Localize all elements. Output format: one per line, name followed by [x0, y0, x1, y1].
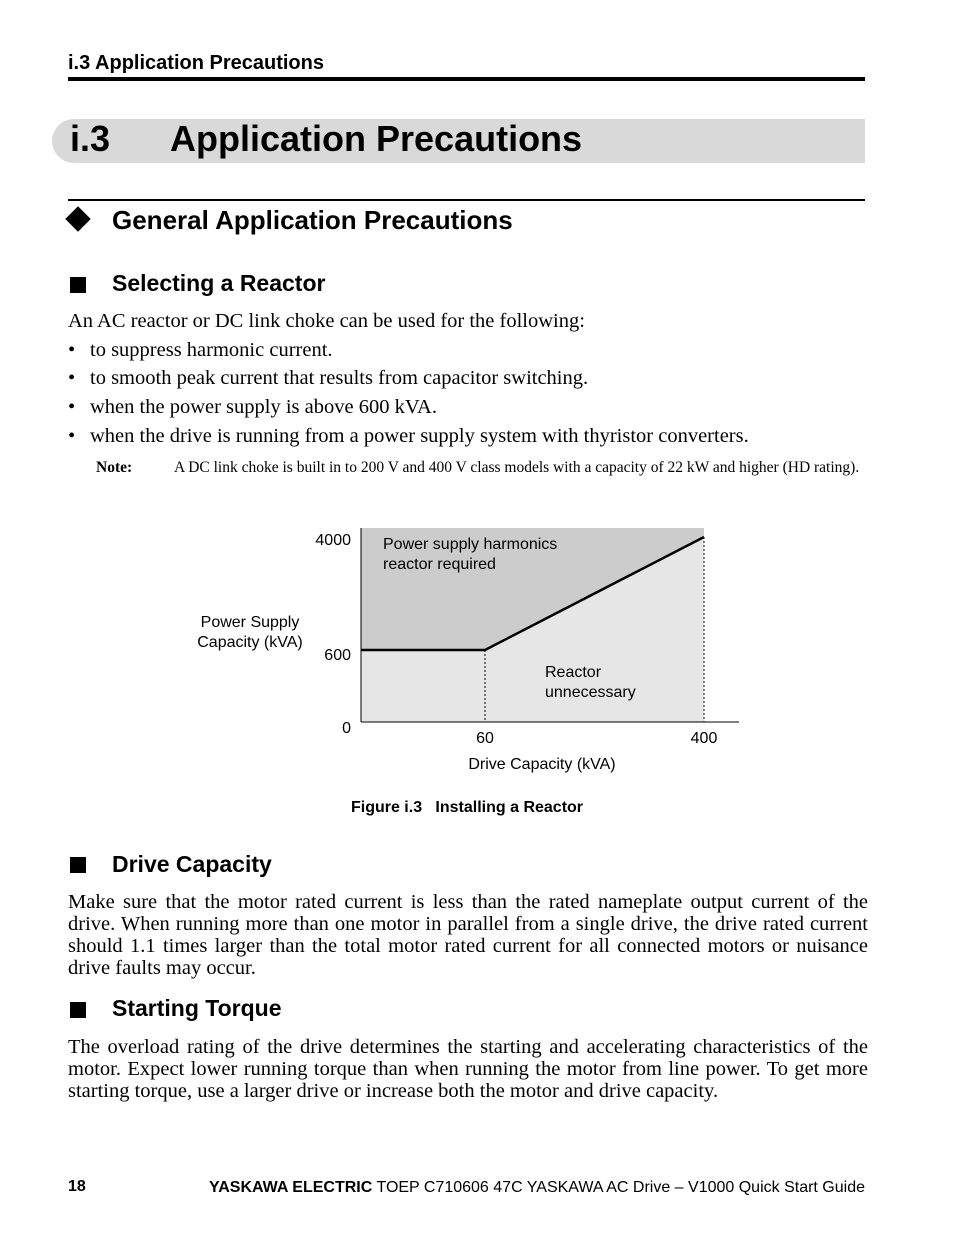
- x-tick-label: 400: [690, 730, 718, 747]
- running-header: i.3 Application Precautions: [68, 52, 324, 74]
- page-number: 18: [68, 1178, 86, 1195]
- bullet-mark: •: [68, 425, 76, 447]
- footer-text: [209, 1179, 865, 1197]
- square-bullet-icon: [70, 857, 86, 873]
- y-tick-label: 600: [324, 647, 351, 664]
- bullet-mark: •: [68, 396, 76, 418]
- footer-brand: YASKAWA ELECTRIC: [209, 1179, 373, 1196]
- y-axis-label: Power Supply: [200, 614, 300, 631]
- reactor-heading: Selecting a Reactor: [112, 270, 326, 296]
- note-text: A DC link choke is built in to 200 V and 400 V class models with a capacity of 22 kW and higher (HD rating).: [174, 459, 860, 476]
- region-unnecessary-label: Reactor: [545, 664, 602, 681]
- region-required-label: reactor required: [383, 556, 496, 573]
- reactor-bullet-4: when the drive is running from a power supply system with thyristor converters.: [90, 425, 749, 447]
- reactor-bullet-1: to suppress harmonic current.: [90, 339, 333, 361]
- bullet-mark: •: [68, 339, 76, 361]
- reactor-intro: An AC reactor or DC link choke can be used for the following:: [68, 310, 585, 332]
- y-tick-label: 0: [342, 720, 351, 737]
- note-label: Note:: [96, 459, 133, 476]
- square-bullet-icon: [70, 1002, 86, 1018]
- section-number: i.3: [70, 118, 111, 159]
- x-tick-label: 60: [476, 730, 494, 747]
- region-unnecessary-label: unnecessary: [545, 684, 636, 701]
- bullet-mark: •: [68, 367, 76, 389]
- section-title: Application Precautions: [170, 118, 583, 159]
- drive-capacity-heading: Drive Capacity: [112, 851, 272, 877]
- x-axis-label: Drive Capacity (kVA): [468, 756, 616, 773]
- y-axis-label: Capacity (kVA): [197, 634, 303, 651]
- footer-doc: TOEP C710606 47C YASKAWA AC Drive – V1000 Quick Start Guide: [372, 1179, 865, 1196]
- starting-torque-heading: Starting Torque: [112, 995, 282, 1021]
- reactor-bullet-2: to smooth peak current that results from capacitor switching.: [90, 367, 589, 389]
- reactor-bullet-3: when the power supply is above 600 kVA.: [90, 396, 437, 418]
- drive-capacity-text: Make sure that the motor rated current is less than the rated nameplate output current of the drive. When running more than one motor in parallel from a single drive, the drive rated current should 1.1 times larger than the total motor rated current for all connected motors or nuisance drive faults may occur.: [68, 891, 868, 979]
- y-tick-label: 4000: [315, 532, 351, 549]
- region-required-label: Power supply harmonics: [383, 536, 558, 553]
- starting-torque-text: The overload rating of the drive determines the starting and accelerating characteristics of the motor. Expect lower running torque than when running the motor from line power. To get more starting torque, use a larger drive or increase both the motor and drive capacity.: [68, 1036, 868, 1102]
- figure-caption: Figure i.3 Installing a Reactor: [350, 799, 584, 816]
- general-heading: General Application Precautions: [112, 205, 513, 235]
